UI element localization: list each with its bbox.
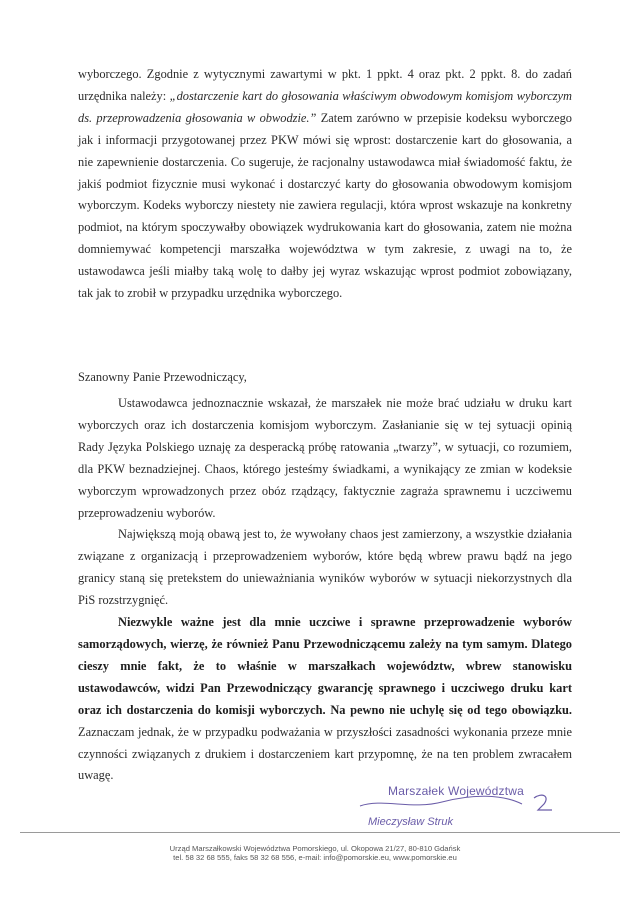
letter-body: [78, 393, 572, 787]
paragraph-legislator: Ustawodawca jednoznacznie wskazał, że marszałek nie może brać udziału w druku kart wyborczych oraz ich dostarczenia komisjom wyborczym. Zasłanianie się w tej sytuacji opinią Rady Języka Polskiego uznaję za desperacką próbę ratowania „twarzy”, w sytuacji, co rozumiem, dla PKW beznadziejnej. Chaos, którego jesteśmy świadkami, a wynikający ze zmian w kodeksie wyborczym wprowadzonych przez obóz rządzący, faktycznie zagraża sprawnemu i uczciwemu przeprowadzeniu wyborów.: [78, 396, 572, 520]
signatory-name: Mieczysław Struk: [368, 816, 453, 828]
footer-address: Urząd Marszałkowski Województwa Pomorskiego, ul. Okopowa 21/27, 80-810 Gdańsk: [169, 844, 461, 853]
p1-text-b: Zatem zarówno w przepisie kodeksu wyborczego jak i informacji przygotowanej przez PKW mówi się wprost: dostarczenie kart do głosowania, a nie zapewnienie dostarczenia. Co sugeruje, że racjonalny ustawodawca miał świadomość faktu, że jakiś podmiot fizycznie musi wykonać i dostarczyć karty do głosowania obwodowym komisjom wyborczym. Kodeks wyborczy niestety nie zawiera regulacji, która wprost wskazuje na konkretny podmiot, na którym spoczywałby obowiązek wydrukowania kart do głosowania, zatem nie można domniemywać kompetencji marszałka województwa w tym zakresie, z uwagi na to, że ustawodawca jeśli miałby taką wolę to dałby jej wyraz wskazując wprost podmiot zobowiązany, tak jak to zrobił w przypadku urzędnika wyborczego.: [78, 110, 572, 301]
paragraph-commitment: [78, 612, 572, 787]
footer-contact: tel. 58 32 68 555, faks 58 32 68 556, e-mail: info@pomorskie.eu, www.pomorskie.eu: [173, 853, 457, 862]
paragraph-electoral-code: [78, 64, 572, 305]
signature-block: [352, 780, 572, 840]
salutation: Szanowny Panie Przewodniczący,: [78, 370, 247, 384]
signature-stamp: Marszałek Województwa: [388, 784, 525, 798]
footer: [0, 844, 630, 862]
p1-text-a: wyborczego. Zgodnie z wytycznymi zawartymi w pkt. 1 ppkt. 4 oraz pkt. 2 ppkt. 8. do zadań urzędnika należy:: [78, 67, 572, 103]
footer-divider: [20, 832, 620, 833]
paragraph-concern: Największą moją obawą jest to, że wywołany chaos jest zamierzony, a wszystkie działania związane z organizacją i przeprowadzeniem wyborów, które będą wbrew prawu bądź na jego granicy staną się pretekstem do unieważniania wyników wyborów w sytuacji niekorzystnych dla PiS rozstrzygnięć.: [78, 527, 572, 608]
commitment-note-text: Zaznaczam jednak, że w przypadku podważania w przyszłości zasadności wykonania przeze mnie czynności związanych z drukiem i dostarczeniem kart przypomnę, że na ten problem zwracałem uwagę.: [78, 724, 572, 783]
commitment-bold-text: Niezwykle ważne jest dla mnie uczciwe i sprawne przeprowadzenie wyborów samorządowych, wierzę, że również Panu Przewodniczącemu zależy na tym samym. Dlatego cieszy mnie fakt, że to właśnie w marszałkach województw, wbrew stanowisku ustawodawców, widzi Pan Przewodniczący gwarancję sprawnego i uczciwego druku kart oraz ich dostarczenia do komisji wyborczych. Na pewno nie uchylę się od tego obowiązku.: [78, 615, 572, 717]
p1-quote: „dostarczenie kart do głosowania właściwym obwodowym komisjom wyborczym ds. przeprowadzenia głosowania w obwodzie.”: [78, 88, 572, 125]
